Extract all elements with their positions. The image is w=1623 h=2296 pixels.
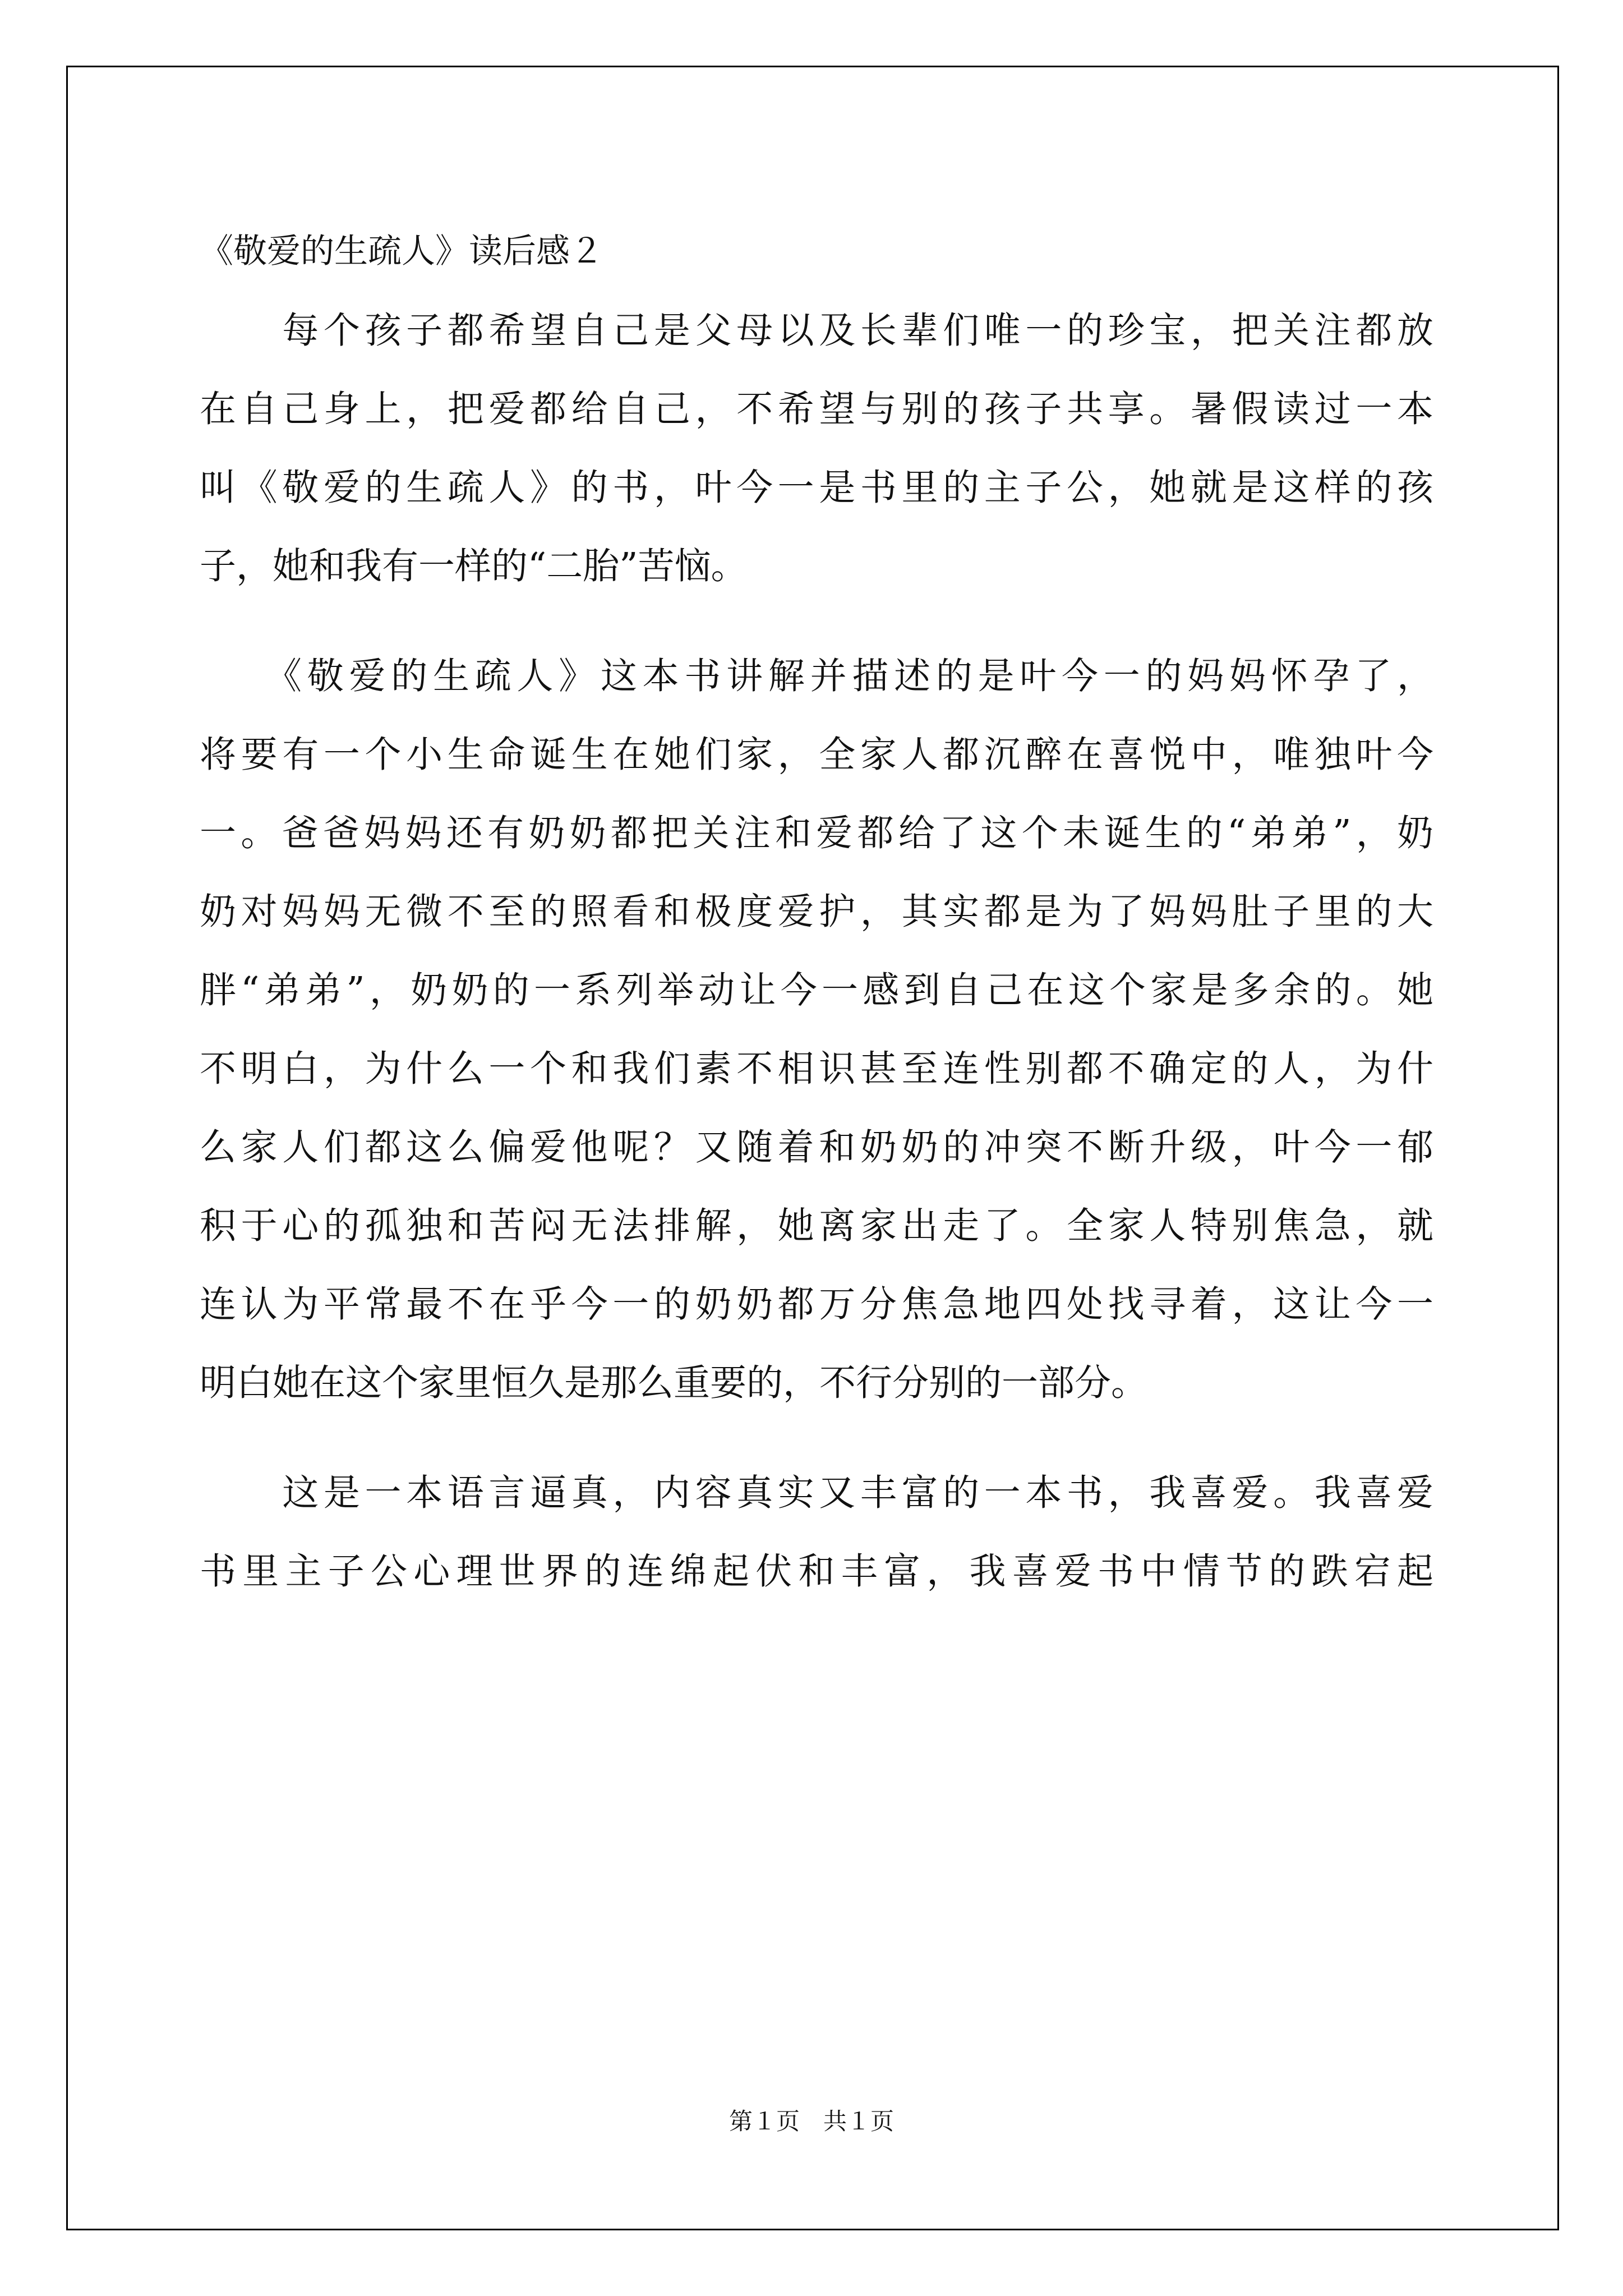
text-line: 每个孩子都希望自己是父母以及长辈们唯一的珍宝，把关注都放 — [200, 310, 1433, 352]
text-line: 奶对妈妈无微不至的照看和极度爱护，其实都是为了妈妈肚子里的大 — [200, 891, 1433, 933]
paragraph-1 — [200, 292, 1433, 606]
text-line: 积于心的孤独和苦闷无法排解，她离家出走了。全家人特别焦急，就 — [200, 1205, 1433, 1247]
paragraph-3 — [200, 1454, 1433, 1611]
text-line: 么家人们都这么偏爱他呢？又随着和奶奶的冲突不断升级，叶今一郁 — [200, 1126, 1433, 1168]
text-line: 《敬爱的生疏人》这本书讲解并描述的是叶今一的妈妈怀孕了， — [200, 655, 1433, 697]
text-line: 将要有一个小生命诞生在她们家，全家人都沉醉在喜悦中，唯独叶今 — [200, 734, 1433, 776]
text-line: 子，她和我有一样的“二胎”苦恼。 — [200, 545, 748, 587]
document-body — [200, 292, 1433, 1642]
document-title: 《敬爱的生疏人》读后感２ — [200, 232, 603, 271]
text-line: 在自己身上，把爱都给自己，不希望与别的孩子共享。暑假读过一本 — [200, 388, 1433, 430]
text-line: 明白她在这个家里恒久是那么重要的，不行分别的一部分。 — [200, 1362, 1148, 1404]
paragraph-2 — [200, 637, 1433, 1423]
page-number-footer: 第１页 共１页 — [728, 2108, 894, 2135]
text-line: 胖“弟弟”，奶奶的一系列举动让今一感到自己在这个家是多余的。她 — [200, 969, 1433, 1011]
text-line: 连认为平常最不在乎今一的奶奶都万分焦急地四处找寻着，这让今一 — [200, 1283, 1433, 1326]
text-line: 不明白，为什么一个和我们素不相识甚至连性别都不确定的人，为什 — [200, 1048, 1433, 1090]
text-line: 一。爸爸妈妈还有奶奶都把关注和爱都给了这个未诞生的“弟弟”，奶 — [200, 812, 1433, 854]
text-line: 叫《敬爱的生疏人》的书，叶今一是书里的主子公，她就是这样的孩 — [200, 467, 1433, 509]
text-line: 书里主子公心理世界的连绵起伏和丰富，我喜爱书中情节的跌宕起 — [200, 1550, 1433, 1593]
text-line: 这是一本语言逼真，内容真实又丰富的一本书，我喜爱。我喜爱 — [200, 1472, 1433, 1514]
